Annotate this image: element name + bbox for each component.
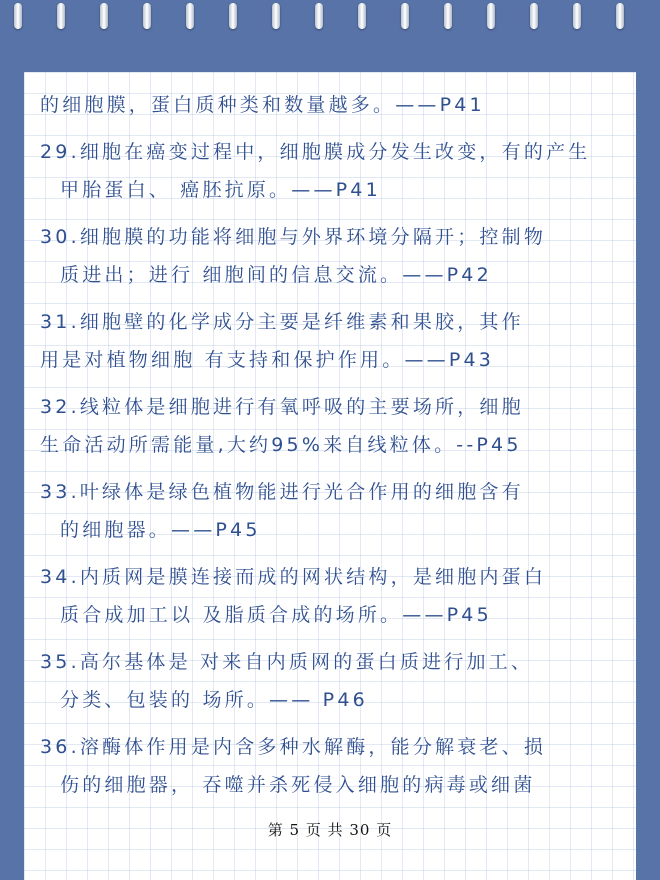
note-item-30: [40, 218, 624, 294]
note-line: 生命活动所需能量,大约95%来自线粒体。--P45: [40, 434, 522, 456]
binder-ring-icon: [186, 3, 194, 29]
binder-ring-icon: [272, 3, 280, 29]
binder-ring-icon: [57, 3, 65, 29]
note-line: 30.细胞膜的功能将细胞与外界环境分隔开；控制物: [40, 226, 547, 248]
notebook-page: [24, 72, 636, 880]
note-line: 32.线粒体是细胞进行有氧呼吸的主要场所，细胞: [40, 396, 524, 418]
note-item-36: [40, 728, 624, 804]
binder-ring-icon: [100, 3, 108, 29]
note-line: 31.细胞壁的化学成分主要是纤维素和果胶，其作: [40, 311, 524, 333]
notebook-binding: [0, 0, 660, 40]
note-item-31: [40, 303, 624, 379]
binder-ring-icon: [401, 3, 409, 29]
notes-content: [40, 86, 624, 813]
note-line: 36.溶酶体作用是内含多种水解酶，能分解衰老、损: [40, 736, 547, 758]
note-line: 分类、包装的 场所。—— P46: [60, 689, 368, 711]
note-line: 33.叶绿体是绿色植物能进行光合作用的细胞含有: [40, 481, 524, 503]
note-line: 质合成加工以 及脂质合成的场所。——P45: [60, 604, 492, 626]
note-line: 29.细胞在癌变过程中，细胞膜成分发生改变，有的产生: [40, 141, 591, 163]
note-item-33: [40, 473, 624, 549]
note-line: 伤的细胞器， 吞噬并杀死侵入细胞的病毒或细菌: [60, 774, 536, 796]
note-item-35: [40, 643, 624, 719]
note-line: 34.内质网是膜连接而成的网状结构，是细胞内蛋白: [40, 566, 547, 588]
binder-ring-icon: [229, 3, 237, 29]
binder-ring-icon: [573, 3, 581, 29]
note-line: 35.高尔基体是 对来自内质网的蛋白质进行加工、: [40, 651, 534, 673]
binder-ring-icon: [358, 3, 366, 29]
binder-ring-icon: [616, 3, 624, 29]
binder-ring-icon: [143, 3, 151, 29]
page-number: 第 5 页 共 30 页: [267, 821, 393, 839]
note-item-32: [40, 388, 624, 464]
binder-ring-icon: [530, 3, 538, 29]
binder-ring-icon: [315, 3, 323, 29]
note-line: 用是对植物细胞 有支持和保护作用。——P43: [40, 349, 495, 371]
binder-ring-icon: [444, 3, 452, 29]
binder-ring-icon: [14, 3, 22, 29]
note-line: 的细胞膜，蛋白质种类和数量越多。——P41: [40, 94, 485, 116]
note-line: 甲胎蛋白、 癌胚抗原。——P41: [60, 179, 381, 201]
note-line: 的细胞器。——P45: [60, 519, 261, 541]
note-item-34: [40, 558, 624, 634]
binder-ring-icon: [487, 3, 495, 29]
note-line: 质进出；进行 细胞间的信息交流。——P42: [60, 264, 492, 286]
note-item: [40, 86, 624, 124]
note-item-29: [40, 133, 624, 209]
